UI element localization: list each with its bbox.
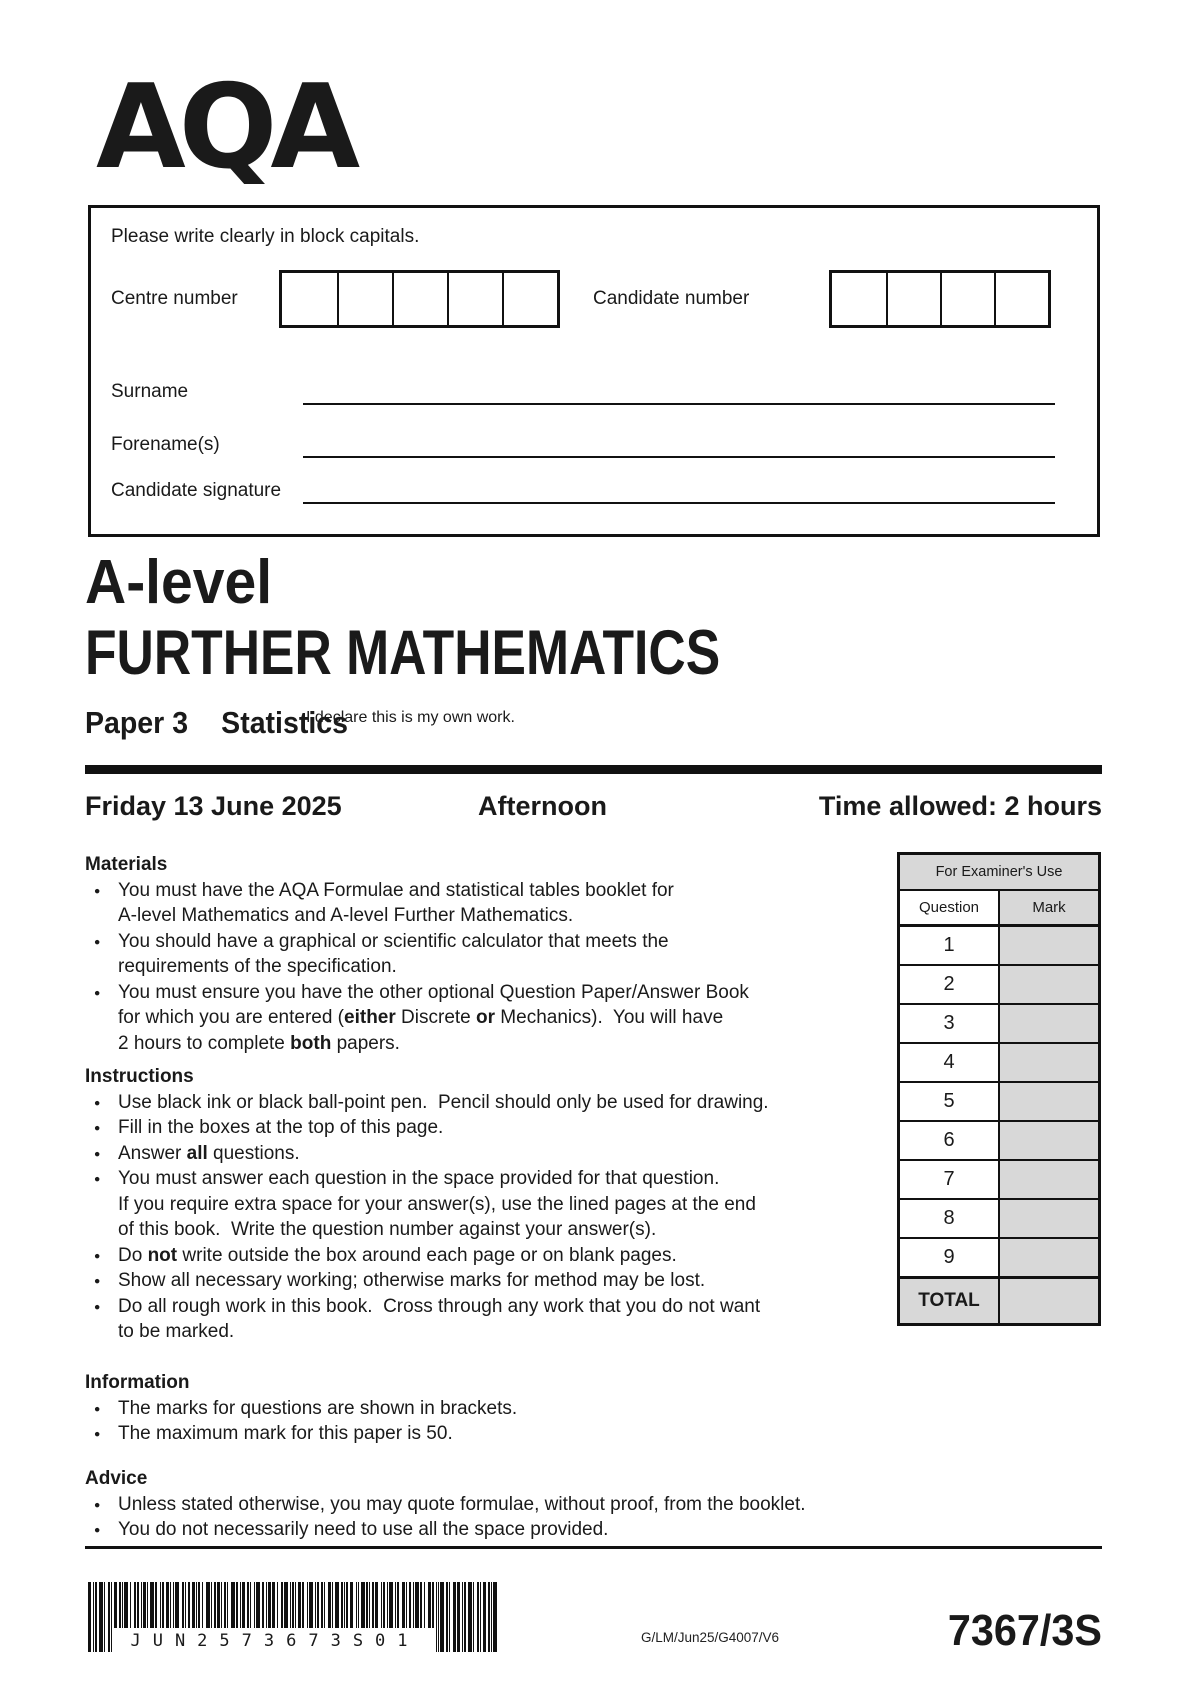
information-list	[85, 1396, 1025, 1447]
mark-cell	[1000, 1239, 1098, 1276]
bullet-item: ● You must have the AQA Formulae and statistical tables booklet for A-level Mathematics and A-level Further Mathematics.	[85, 878, 1025, 929]
section-information	[85, 1370, 1025, 1447]
bullet-item: ● Show all necessary working; otherwise marks for method may be lost.	[85, 1268, 1025, 1294]
surname-label: Surname	[111, 381, 189, 402]
advice-list	[85, 1492, 1025, 1543]
examiner-table-row	[900, 966, 1098, 1005]
question-number-cell: 3	[900, 1005, 1000, 1042]
question-number-cell: 8	[900, 1200, 1000, 1237]
subject-title: FURTHER MATHEMATICS	[85, 618, 721, 688]
information-heading: Information	[85, 1372, 190, 1393]
bullet-item: ● Unless stated otherwise, you may quote formulae, without proof, from the booklet.	[85, 1492, 1025, 1518]
advice-heading: Advice	[85, 1468, 148, 1489]
examiner-table-total-row	[900, 1278, 1098, 1323]
paper-title	[85, 705, 348, 741]
block-capitals-note: Please write clearly in block capitals.	[111, 226, 420, 247]
examiner-table-row	[900, 1122, 1098, 1161]
mark-column-header: Mark	[1000, 891, 1098, 924]
instructions-heading: Instructions	[85, 1066, 194, 1087]
bullet-item: ● Do not write outside the box around each page or on blank pages.	[85, 1243, 1025, 1269]
question-number-cell: 1	[900, 927, 1000, 964]
question-number-cell: 5	[900, 1083, 1000, 1120]
candidate-number-cell[interactable]	[940, 273, 994, 325]
mark-cell	[1000, 1044, 1098, 1081]
signature-field-line[interactable]	[303, 502, 1055, 504]
mark-cell	[1000, 1083, 1098, 1120]
aqa-logo: AQA	[96, 60, 354, 195]
candidate-number-cell[interactable]	[994, 273, 1048, 325]
examiner-table-row	[900, 1005, 1098, 1044]
forenames-label: Forename(s)	[111, 434, 220, 455]
examiner-table-title: For Examiner's Use	[900, 855, 1098, 891]
centre-number-cells	[279, 270, 560, 328]
surname-field-line[interactable]	[303, 403, 1055, 405]
bullet-item: ● You must ensure you have the other optional Question Paper/Answer Book for which you are entered (either Discrete or Mechanics). You will have 2 hours to complete both papers.	[85, 980, 1025, 1057]
bullet-item: ● You do not necessarily need to use all the space provided.	[85, 1517, 1025, 1543]
section-instructions	[85, 1064, 1025, 1345]
total-mark-cell	[1000, 1279, 1098, 1323]
question-number-cell: 9	[900, 1239, 1000, 1276]
examiner-table-row	[900, 1083, 1098, 1122]
examiner-table-row	[900, 927, 1098, 966]
bullet-item: ● The marks for questions are shown in brackets.	[85, 1396, 1025, 1422]
question-column-header: Question	[900, 891, 1000, 924]
paper-number: Paper 3	[85, 705, 189, 740]
centre-number-cell[interactable]	[447, 273, 502, 325]
barcode-text: JUN2573673S01	[114, 1628, 436, 1654]
mark-cell	[1000, 1200, 1098, 1237]
forenames-field-line[interactable]	[303, 456, 1055, 458]
question-number-cell: 6	[900, 1122, 1000, 1159]
paper-code: 7367/3S	[947, 1606, 1102, 1655]
question-number-cell: 2	[900, 966, 1000, 1003]
bullet-item: ● You should have a graphical or scientific calculator that meets the requirements of the specification.	[85, 929, 1025, 980]
examiner-table-row	[900, 1239, 1098, 1278]
centre-number-cell[interactable]	[392, 273, 447, 325]
doc-reference: G/LM/Jun25/G4007/V6	[640, 1630, 780, 1645]
materials-list	[85, 878, 1025, 1057]
examiner-table-row	[900, 1044, 1098, 1083]
section-materials	[85, 852, 1025, 1056]
bullet-item: ● You must answer each question in the space provided for that question. If you require extra space for your answer(s), use the lined pages at the end of this book. Write the question number against your answer(s).	[85, 1166, 1025, 1243]
declaration-note: I declare this is my own work.	[306, 709, 515, 726]
bullet-item: ● Fill in the boxes at the top of this page.	[85, 1115, 1025, 1141]
barcode	[88, 1582, 498, 1652]
qualification-title: A-level	[85, 548, 273, 617]
section-advice	[85, 1466, 1025, 1543]
mark-cell	[1000, 1005, 1098, 1042]
centre-number-cell[interactable]	[502, 273, 557, 325]
question-number-cell: 4	[900, 1044, 1000, 1081]
paper-topic: Statistics	[221, 705, 348, 740]
bullet-item: ● Use black ink or black ball-point pen. Pencil should only be used for drawing.	[85, 1090, 1025, 1116]
time-allowed: Time allowed: 2 hours	[818, 791, 1102, 821]
mark-cell	[1000, 966, 1098, 1003]
signature-label: Candidate signature	[111, 480, 282, 501]
candidate-number-cell[interactable]	[886, 273, 940, 325]
centre-number-cell[interactable]	[282, 273, 337, 325]
candidate-number-cell[interactable]	[832, 273, 886, 325]
examiner-use-table	[897, 852, 1101, 1326]
mark-cell	[1000, 1161, 1098, 1198]
footer-rule	[85, 1546, 1102, 1549]
mark-cell	[1000, 927, 1098, 964]
examiner-table-row	[900, 1161, 1098, 1200]
centre-number-label: Centre number	[111, 288, 238, 309]
bullet-item: ● Answer all questions.	[85, 1141, 1025, 1167]
centre-number-cell[interactable]	[337, 273, 392, 325]
instructions-list	[85, 1090, 1025, 1345]
title-rule	[85, 765, 1102, 774]
total-label: TOTAL	[900, 1279, 1000, 1323]
candidate-number-cells	[829, 270, 1051, 328]
question-number-cell: 7	[900, 1161, 1000, 1198]
mark-cell	[1000, 1122, 1098, 1159]
bullet-item: ● The maximum mark for this paper is 50.	[85, 1421, 1025, 1447]
materials-heading: Materials	[85, 854, 168, 875]
exam-session: Afternoon	[478, 791, 607, 821]
candidate-number-label: Candidate number	[593, 288, 750, 309]
examiner-table-row	[900, 1200, 1098, 1239]
bullet-item: ● Do all rough work in this book. Cross through any work that you do not want to be marked.	[85, 1294, 1025, 1345]
exam-date: Friday 13 June 2025	[85, 791, 342, 821]
